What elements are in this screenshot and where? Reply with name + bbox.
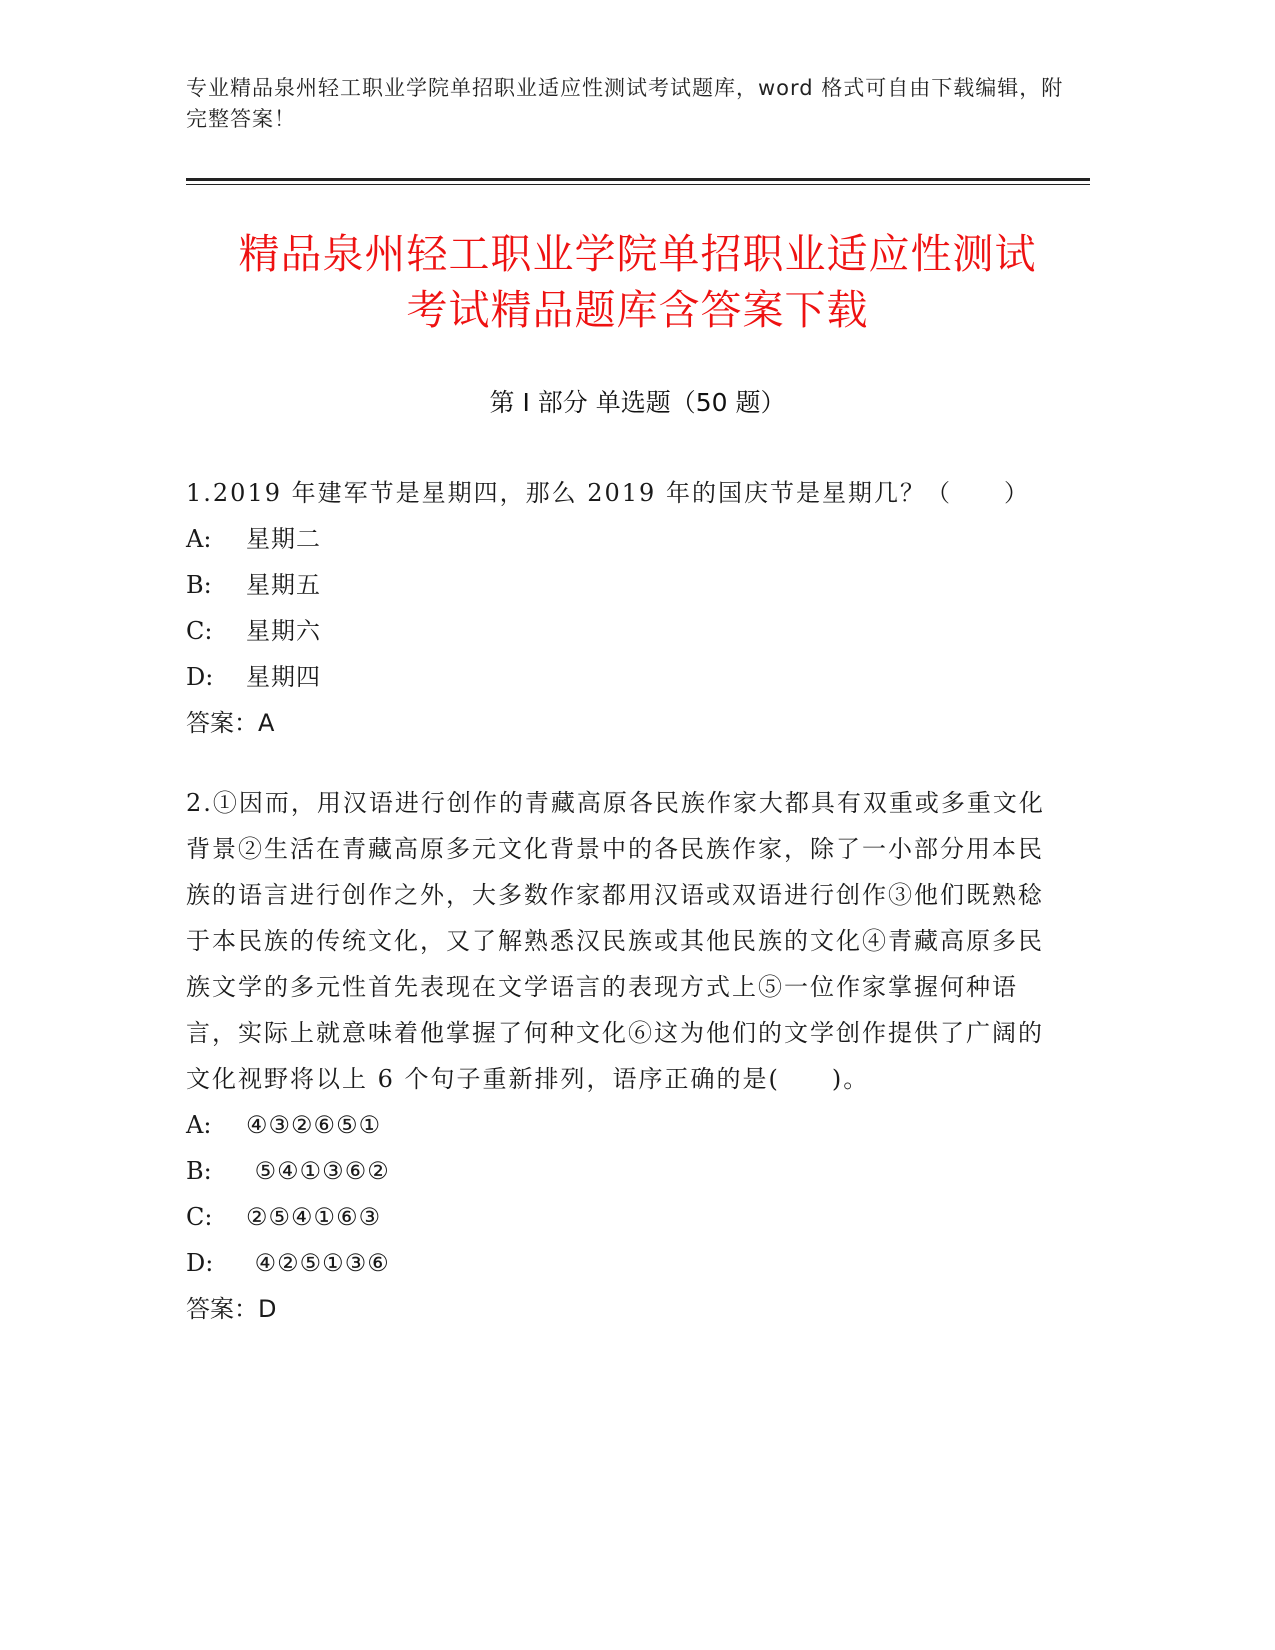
- question-stem: 1.2019 年建军节是星期四，那么 2019 年的国庆节是星期几？（ ）: [186, 479, 1030, 507]
- option-d: [186, 1240, 1066, 1286]
- document-title-line-1: 精品泉州轻工职业学院单招职业适应性测试: [238, 230, 1037, 278]
- option-text: 星期六: [246, 617, 321, 645]
- option-b: [186, 1148, 1066, 1194]
- document-title-line-2: 考试精品题库含答案下载: [406, 286, 869, 334]
- option-text: 星期二: [246, 525, 321, 553]
- header-note: 专业精品泉州轻工职业学院单招职业适应性测试考试题库，word 格式可自由下载编辑，附完整答案！: [186, 76, 1064, 131]
- option-letter: B:: [186, 571, 212, 599]
- option-letter: A:: [186, 1111, 212, 1139]
- option-text: ④③②⑥⑤①: [246, 1111, 382, 1139]
- option-b: [186, 562, 1066, 608]
- option-text: ④②⑤①③⑥: [246, 1249, 390, 1277]
- question-2: [186, 780, 1066, 1332]
- option-c: [186, 608, 1066, 654]
- option-text: 星期四: [246, 663, 321, 691]
- header-rule-thin: [186, 184, 1090, 185]
- option-letter: C:: [186, 1203, 213, 1231]
- option-d: [186, 654, 1066, 700]
- option-text: ⑤④①③⑥②: [246, 1157, 390, 1185]
- option-letter: A:: [186, 525, 212, 553]
- option-text: 星期五: [246, 571, 321, 599]
- option-letter: B:: [186, 1157, 212, 1185]
- answer-line: 答案：D: [186, 1295, 277, 1323]
- header-rule-thick: [186, 178, 1090, 181]
- document-title: [140, 226, 1135, 338]
- question-stem: 2.①因而，用汉语进行创作的青藏高原各民族作家大都具有双重或多重文化背景②生活在青藏高原多元文化背景中的各民族作家，除了一小部分用本民族的语言进行创作之外，大多数作家都用汉语或双语进行创作③他们既熟稔于本民族的传统文化，又了解熟悉汉民族或其他民族的文化④青藏高原多民族文学的多元性首先表现在文学语言的表现方式上⑤一位作家掌握何种语言，实际上就意味着他掌握了何种文化⑥这为他们的文学创作提供了广阔的文化视野将以上 6 个句子重新排列，语序正确的是( )。: [186, 789, 1045, 1093]
- option-letter: C:: [186, 617, 213, 645]
- option-a: [186, 516, 1066, 562]
- question-1: [186, 470, 1066, 746]
- option-text: ②⑤④①⑥③: [246, 1203, 382, 1231]
- option-c: [186, 1194, 1066, 1240]
- option-a: [186, 1102, 1066, 1148]
- answer-line: 答案：A: [186, 709, 275, 737]
- option-letter: D:: [186, 1249, 214, 1277]
- option-letter: D:: [186, 663, 214, 691]
- section-title: 第 I 部分 单选题（50 题）: [489, 388, 786, 417]
